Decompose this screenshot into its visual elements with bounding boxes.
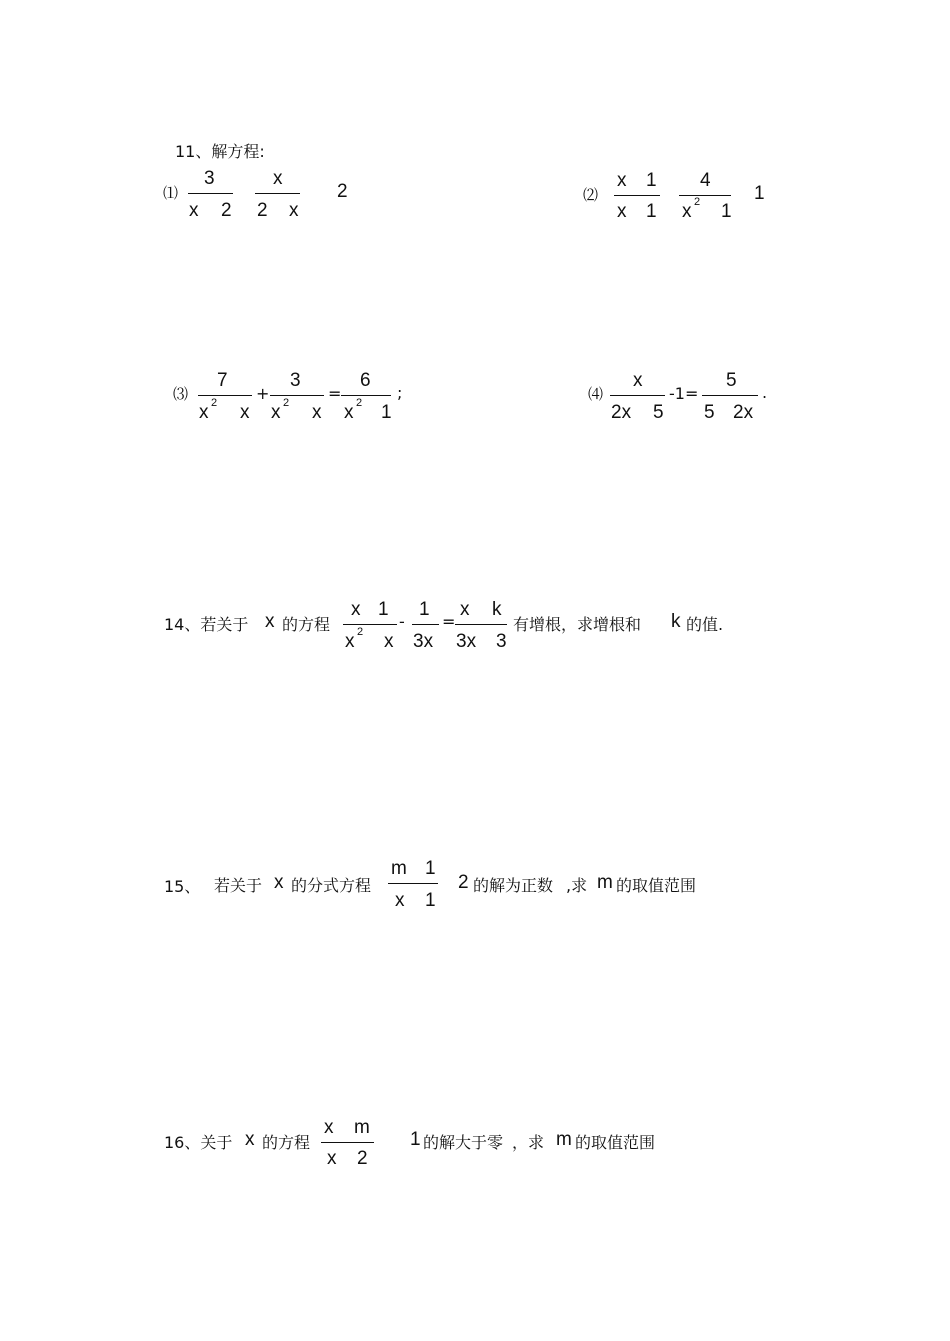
denominator-term: x [189, 200, 199, 221]
equals-sign: = [442, 612, 456, 631]
fraction-bar [341, 395, 391, 396]
exponent: 2 [283, 397, 290, 409]
right-hand-side: 2 [458, 872, 469, 893]
problem-label: ⑵ [583, 186, 599, 204]
denominator-term: x [327, 1148, 337, 1169]
variable-m: m [556, 1129, 572, 1150]
fraction-bar [321, 1142, 374, 1143]
denominator-term: x [395, 890, 405, 911]
variable-x: x [245, 1129, 255, 1150]
exponent: 2 [356, 397, 363, 409]
exponent: 2 [694, 196, 701, 208]
question-text: 的解为正数 [473, 876, 554, 895]
denominator-term: x [240, 402, 250, 423]
period: . [762, 383, 768, 402]
fraction-bar [702, 395, 758, 396]
right-hand-side: 1 [754, 183, 765, 204]
numerator-term: x [617, 170, 627, 191]
denominator-term: 3 [496, 631, 507, 652]
numerator: 7 [217, 370, 228, 391]
minus-one-equals: -1= [669, 384, 699, 403]
right-hand-side: 2 [337, 181, 348, 202]
denominator-term: 2x [733, 402, 754, 423]
question-text: 的取值范围 [616, 876, 697, 895]
fraction-bar [610, 395, 665, 396]
denominator-term: 5 [704, 402, 715, 423]
numerator-term: 1 [425, 858, 436, 879]
denominator-term: 2x [611, 402, 632, 423]
equals-sign: = [328, 384, 342, 403]
numerator-term: m [354, 1117, 370, 1138]
denominator-term: 1 [381, 402, 392, 423]
fraction-bar [455, 624, 507, 625]
denominator-term: 1 [425, 890, 436, 911]
denominator-term: x [384, 631, 394, 652]
problem-label: ⑶ [173, 385, 189, 403]
question-text: 的分式方程 [291, 876, 372, 895]
question-text: ，求 [512, 1133, 545, 1152]
denominator-term: 2 [257, 200, 268, 221]
numerator: 3 [204, 168, 215, 189]
fraction-bar [255, 193, 300, 194]
variable-m: m [597, 872, 613, 893]
fraction-bar [679, 195, 731, 196]
question-prefix: 14、若关于 [164, 615, 249, 634]
fraction-bar [343, 624, 397, 625]
question-text: 的取值范围 [575, 1133, 656, 1152]
question-text: 有增根，求增根和 [513, 615, 642, 634]
fraction-bar [614, 195, 660, 196]
numerator-term: k [492, 599, 502, 620]
plus-sign: + [256, 384, 270, 403]
question-text: 的解大于零 [423, 1133, 504, 1152]
variable-k: k [671, 611, 681, 632]
variable-x: x [265, 611, 275, 632]
exponent: 2 [211, 397, 218, 409]
question-text: 的值. [686, 615, 724, 634]
denominator-term: x [344, 402, 354, 423]
q11-title: 11、解方程: [175, 142, 265, 161]
denominator-term: x [312, 402, 322, 423]
denominator-term: 5 [653, 402, 664, 423]
denominator-term: 1 [721, 201, 732, 222]
numerator-term: 1 [646, 170, 657, 191]
fraction-bar [270, 395, 324, 396]
fraction-bar [198, 395, 252, 396]
numerator: 6 [360, 370, 371, 391]
numerator-term: x [324, 1117, 334, 1138]
numerator: 4 [700, 170, 711, 191]
numerator: 3 [290, 370, 301, 391]
denominator-term: x [289, 200, 299, 221]
denominator-term: 3x [456, 631, 477, 652]
numerator-term: x [460, 599, 470, 620]
question-prefix: 16、关于 [164, 1133, 233, 1152]
denominator-term: x [345, 631, 355, 652]
denominator: 3x [413, 631, 434, 652]
fraction-bar [388, 883, 438, 884]
numerator: 5 [726, 370, 737, 391]
question-text: ,求 [566, 876, 588, 895]
denominator-term: x [617, 201, 627, 222]
denominator-term: x [682, 201, 692, 222]
denominator-term: x [271, 402, 281, 423]
minus-sign: - [399, 612, 405, 631]
variable-x: x [274, 872, 284, 893]
denominator-term: 1 [646, 201, 657, 222]
fraction-bar [188, 193, 233, 194]
numerator-term: m [391, 858, 407, 879]
question-text: 的方程 [282, 615, 331, 634]
problem-label: ⑴ [163, 184, 179, 202]
numerator: x [633, 370, 643, 391]
numerator: 1 [419, 599, 430, 620]
fraction-bar [412, 624, 439, 625]
numerator-term: 1 [378, 599, 389, 620]
denominator-term: 2 [357, 1148, 368, 1169]
right-hand-side: 1 [410, 1129, 421, 1150]
denominator-term: 2 [221, 200, 232, 221]
denominator-term: x [199, 402, 209, 423]
question-prefix: 15、 [164, 877, 201, 896]
question-text: 若关于 [214, 876, 263, 895]
question-text: 的方程 [262, 1133, 311, 1152]
problem-label: ⑷ [588, 385, 604, 403]
numerator: x [273, 168, 283, 189]
numerator-term: x [351, 599, 361, 620]
semicolon: ; [397, 383, 403, 402]
exponent: 2 [357, 626, 364, 638]
